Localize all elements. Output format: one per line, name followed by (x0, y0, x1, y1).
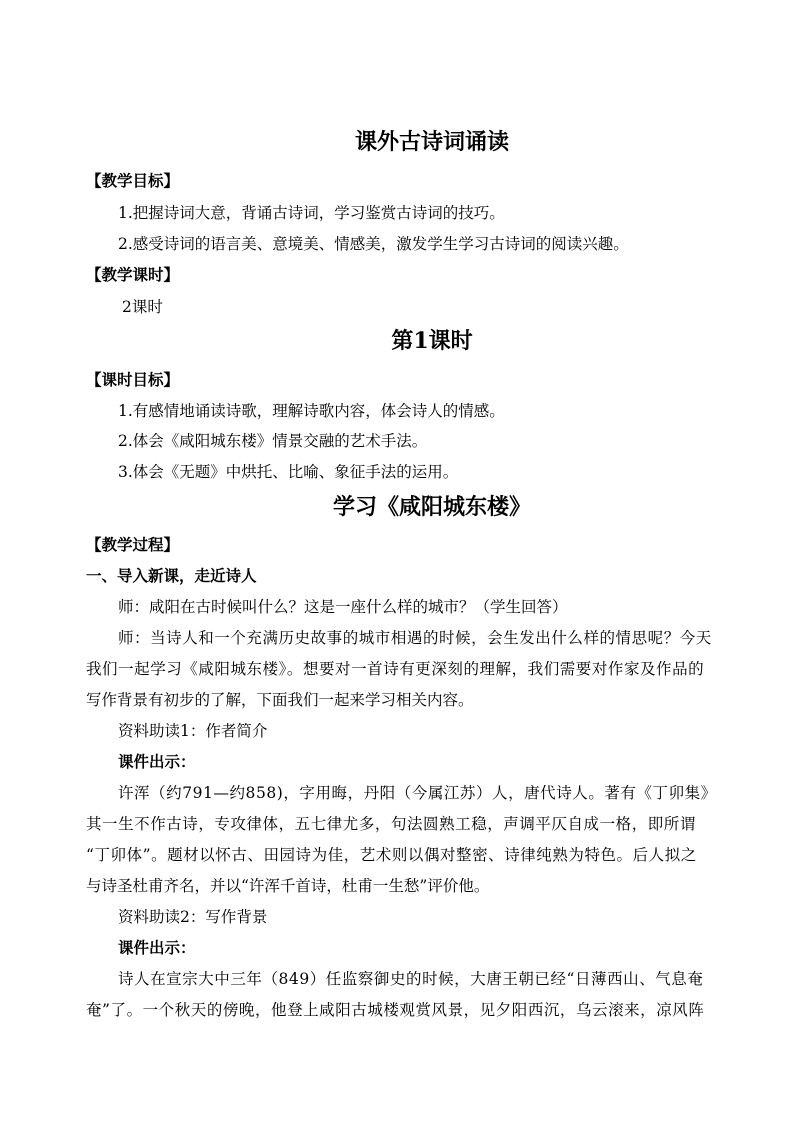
background-line-1: 诗人在宣宗大中三年（849）任监察御史的时候，大唐王朝已经“日薄西山、气息奄 (118, 970, 704, 988)
lesson-goal-2: 2.体会《咸阳城东楼》情景交融的艺术手法。 (118, 432, 428, 450)
teaching-goals-heading: 【教学目标】 (86, 171, 180, 190)
class-hours-value: 2课时 (122, 298, 163, 316)
bio-line-1: 许浑（约791—约858)，字用晦，丹阳（今属江苏）人，唐代诗人。著有《丁卯集》 (118, 784, 717, 802)
lesson1-title: 第1课时 (391, 328, 473, 354)
courseware-2-label: 课件出示： (118, 938, 196, 957)
bio-line-3: “丁卯体”。题材以怀古、田园诗为佳，艺术则以偶对整密、诗律纯熟为特色。后人拟之 (86, 846, 697, 864)
document-title: 课外古诗词诵读 (354, 129, 509, 155)
lesson-goals-heading: 【课时目标】 (86, 370, 180, 389)
bio-line-4: 与诗圣杜甫齐名，并以“许浑千首诗，杜甫一生愁”评价他。 (86, 877, 490, 895)
process-heading: 【教学过程】 (86, 535, 180, 554)
study-title: 学习《咸阳城东楼》 (332, 494, 531, 520)
lesson-goal-3: 3.体会《无题》中烘托、比喻、象征手法的运用。 (118, 463, 459, 481)
lesson-goal-1: 1.有感情地诵读诗歌，理解诗歌内容，体会诗人的情感。 (118, 402, 505, 420)
courseware-1-label: 课件出示： (118, 752, 196, 771)
class-hours-heading: 【教学课时】 (86, 265, 180, 284)
teaching-goal-2: 2.感受诗词的语言美、意境美、情感美，激发学生学习古诗词的阅读兴趣。 (118, 235, 629, 253)
material-1-label: 资料助读1：作者简介 (118, 722, 268, 740)
bio-line-2: 其一生不作古诗，专攻律体，五七律尤多，句法圆熟工稳，声调平仄自成一格，即所谓 (86, 815, 696, 833)
section1-heading: 一、导入新课，走近诗人 (86, 566, 257, 585)
paragraph-2-line-3: 写作背景有初步的了解，下面我们一起来学习相关内容。 (86, 691, 474, 709)
paragraph-2-line-1: 师：当诗人和一个充满历史故事的城市相遇的时候，会生发出什么样的情思呢？今天 (118, 629, 712, 647)
background-line-2: 奄”了。一个秋天的傍晚，他登上咸阳古城楼观赏风景，见夕阳西沉，乌云滚来，凉风阵 (86, 1001, 705, 1019)
material-2-label: 资料助读2：写作背景 (118, 908, 268, 926)
paragraph-1: 师：咸阳在古时候叫什么？这是一座什么样的城市？（学生回答） (118, 598, 568, 616)
teaching-goal-1: 1.把握诗词大意，背诵古诗词，学习鉴赏古诗词的技巧。 (118, 204, 505, 222)
paragraph-2-line-2: 我们一起学习《咸阳城东楼》。想要对一首诗有更深刻的理解，我们需要对作家及作品的 (86, 660, 705, 678)
